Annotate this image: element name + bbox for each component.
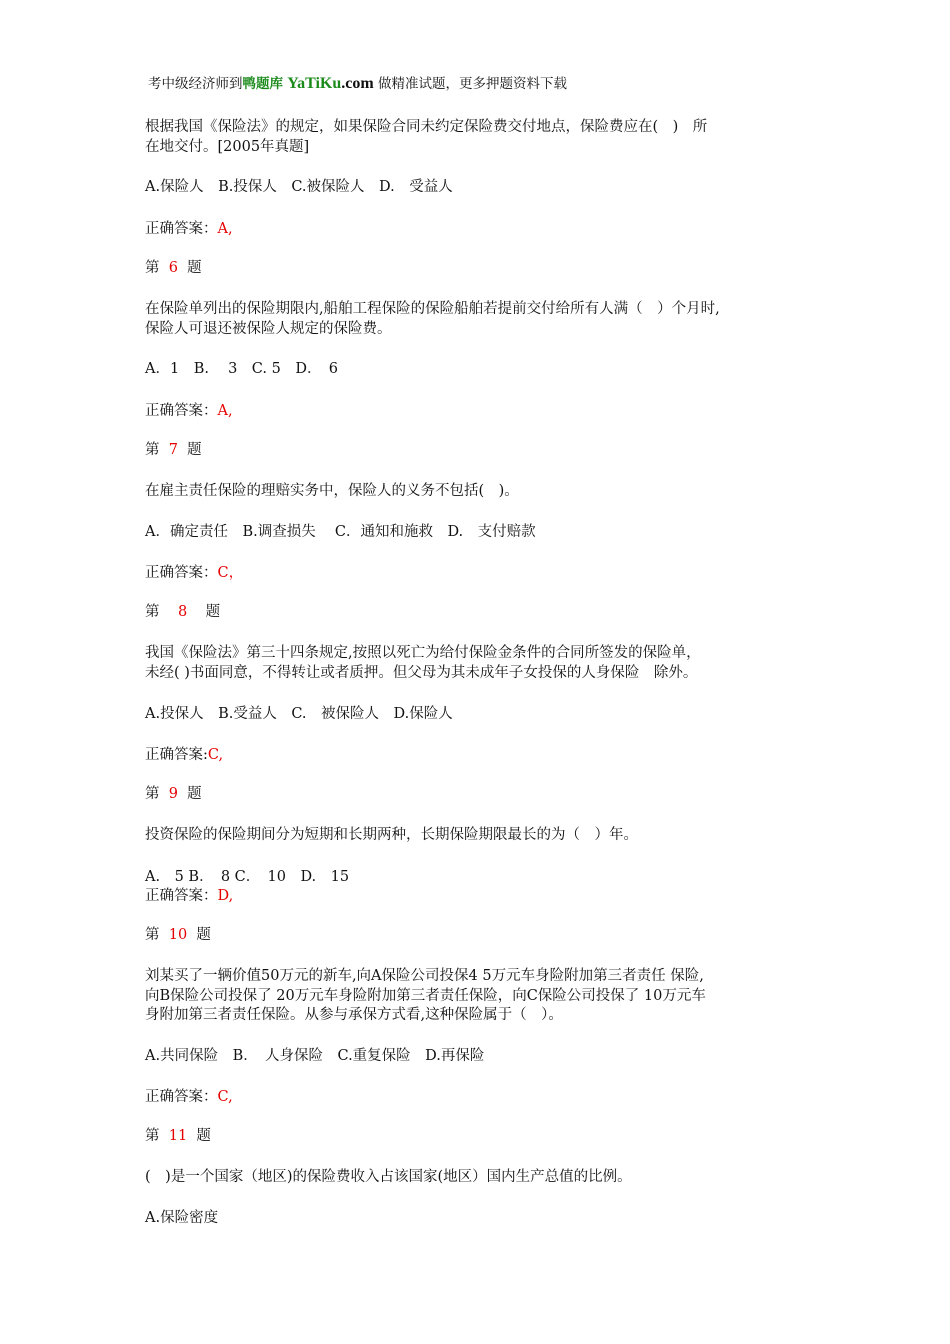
q8-answer [145,745,223,765]
question-label-post: 题 [205,604,221,620]
q8-stem-line-1: 我国《保险法》第三十四条规定,按照以死亡为给付保险金条件的合同所签发的保险单， [145,645,701,661]
header-prefix: 考中级经济师到 [148,76,243,92]
answer-label: 正确答案： [145,403,218,419]
answer-label: 正确答案： [145,221,218,237]
q5-answer [145,219,233,239]
q10-heading [145,925,211,945]
question-label-post: 题 [187,260,202,276]
q7-answer [145,563,243,583]
question-label-post: 题 [187,786,202,802]
question-label-pre: 第 [145,927,160,943]
question-label-pre: 第 [145,442,160,458]
q6-answer [145,401,233,421]
question-number: 11 [168,1128,188,1144]
answer-value: D, [217,888,234,904]
q9-answer [145,886,233,906]
q5-stem-line-2: 在地交付。[2005年真题] [145,139,310,155]
header-suffix: 做精准试题，更多押题资料下载 [377,76,567,92]
q10-stem-line-2: 向B保险公司投保了 20万元车身险附加第三者责任保险，向C保险公司投保了 10万元车 [145,988,706,1004]
answer-value: A, [217,403,233,419]
question-number: 6 [168,260,178,276]
q7-stem-line-1: 在雇主责任保险的理赔实务中，保险人的义务不包括( )。 [145,483,519,499]
q8-stem-line-2: 未经( )书面同意，不得转让或者质押。但父母为其未成年子女投保的人身保险 除外。 [145,665,698,681]
answer-value: C, [217,1089,233,1105]
question-label-pre: 第 [145,1128,160,1144]
q10-stem-line-1: 刘某买了一辆价值50万元的新车,向A保险公司投保4 5万元车身险附加第三者责任 保险, [145,968,704,984]
q6-heading [145,258,202,278]
answer-label: 正确答案： [145,1089,218,1105]
q10-answer [145,1087,233,1107]
q9-heading [145,784,202,804]
question-number: 10 [168,927,188,943]
q5-stem-line-1: 根据我国《保险法》的规定，如果保险合同未约定保险费交付地点，保险费应在( ) 所 [145,119,708,135]
answer-value: C, [207,747,224,763]
question-label-post: 题 [196,1128,211,1144]
question-number: 8 [177,604,188,620]
question-label-post: 题 [196,927,211,943]
q9-stem-line-1: 投资保险的保险期间分为短期和长期两种，长期保险期限最长的为（ ）年。 [145,827,638,843]
q5-options: A.保险人 B.投保人 C.被保险人 D. 受益人 [145,179,453,195]
answer-label: 正确答案: [145,747,208,763]
brand-name-en[interactable]: YaTiKu [287,75,342,92]
q6-stem-line-1: 在保险单列出的保险期限内,船舶工程保险的保险船舶若提前交付给所有人满（ ）个月时, [145,301,720,317]
q11-option-a: A.保险密度 [145,1210,219,1226]
question-label-pre: 第 [145,604,160,620]
q10-options: A.共同保险 B． 人身保险 C.重复保险 D.再保险 [145,1048,485,1064]
q7-heading [145,440,202,460]
q11-heading [145,1126,211,1146]
q8-options: A.投保人 B.受益人 C. 被保险人 D.保险人 [145,706,453,722]
question-label-pre: 第 [145,786,160,802]
q11-stem-line-1: ( )是一个国家（地区)的保险费收入占该国家(地区）国内生产总值的比例。 [145,1169,632,1185]
brand-domain[interactable]: .com [341,75,374,92]
question-number: 9 [168,786,178,802]
q8-heading [145,602,220,622]
q7-options: A．确定责任 B.调查损失 C．通知和施救 D. 支付赔款 [145,524,536,540]
answer-label: 正确答案： [145,888,218,904]
brand-name-cn[interactable]: 鸭题库 [242,76,283,92]
q10-stem-line-3: 身附加第三者责任保险。从参与承保方式看,这种保险属于（ ）。 [145,1007,563,1023]
answer-label: 正确答案： [145,565,218,581]
answer-value: A, [217,221,233,237]
q9-options: A. 5 B． 8 C． 10 D. 15 [145,869,350,885]
question-label-post: 题 [187,442,202,458]
question-label-pre: 第 [145,260,160,276]
question-number: 7 [168,442,178,458]
answer-value: C， [217,565,244,581]
q6-stem-line-2: 保险人可退还被保险人规定的保险费。 [145,321,392,337]
page-header [148,72,567,93]
q6-options: A．1 B. 3 C. 5 D． 6 [145,361,338,377]
